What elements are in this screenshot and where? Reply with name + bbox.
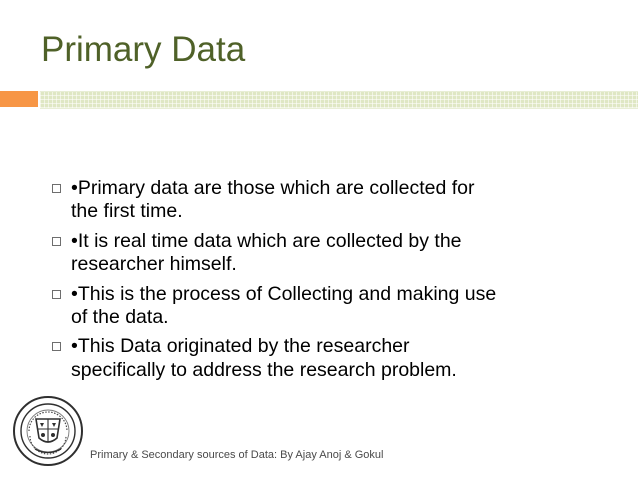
bullet-list: [52, 177, 612, 388]
slide-title: Primary Data: [41, 30, 246, 69]
bullet-item-2: [52, 230, 612, 277]
bullet-text-1: •Primary data are those which are collected for the first time.: [71, 177, 475, 223]
square-bullet-icon: [52, 184, 61, 193]
square-bullet-icon: [52, 237, 61, 246]
bullet-item-1: [52, 177, 612, 224]
bullet-text-3: •This is the process of Collecting and making use of the data.: [71, 282, 497, 329]
title-accent-bar: [0, 91, 38, 107]
bullet-text-4: •This Data originated by the researcher specifically to address the research problem.: [71, 335, 457, 381]
bullet-item-4: [52, 335, 612, 382]
bullet-text-2: •It is real time data which are collected by the researcher himself.: [71, 229, 462, 276]
square-bullet-icon: [52, 342, 61, 351]
square-bullet-icon: [52, 290, 61, 299]
college-seal-icon: [12, 395, 84, 467]
slide-footer: Primary & Secondary sources of Data: By Ajay Anoj & Gokul: [90, 449, 384, 461]
title-pattern-bar: [40, 91, 638, 109]
bullet-item-3: [52, 283, 612, 330]
